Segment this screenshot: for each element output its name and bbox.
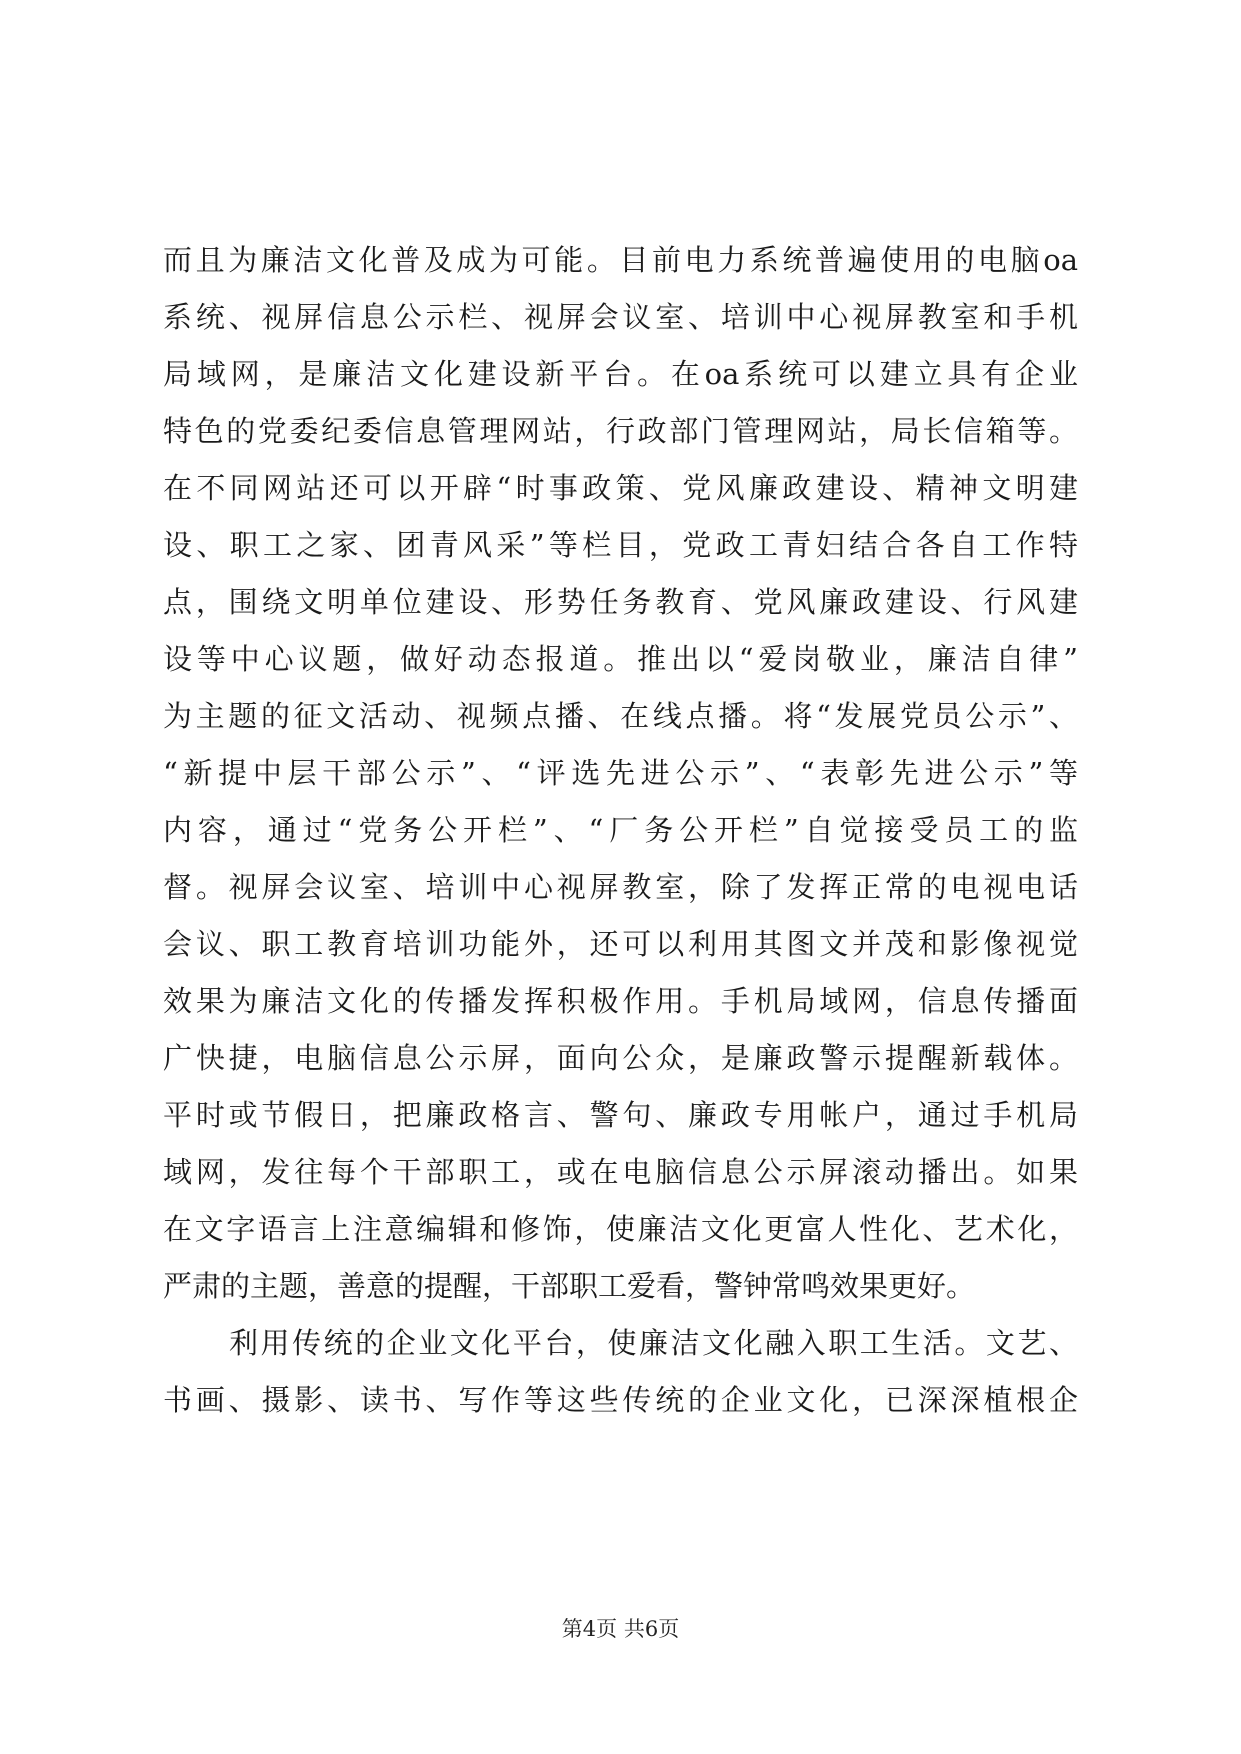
text-line: 点，围绕文明单位建设、形势任务教育、党风廉政建设、行风建	[163, 585, 1078, 619]
text-line: 会议、职工教育培训功能外，还可以利用其图文并茂和影像视觉	[163, 927, 1078, 961]
text-line: 内容，通过“党务公开栏”、“厂务公开栏”自觉接受员工的监	[163, 813, 1078, 847]
text-line: 书画、摄影、读书、写作等这些传统的企业文化，已深深植根企	[163, 1383, 1078, 1417]
text-line: 特色的党委纪委信息管理网站，行政部门管理网站，局长信箱等。	[163, 414, 1078, 448]
text-line: 设等中心议题，做好动态报道。推出以“爱岗敬业，廉洁自律”	[163, 642, 1078, 676]
text-line: 局域网，是廉洁文化建设新平台。在oa系统可以建立具有企业	[163, 357, 1078, 391]
text-line: 而且为廉洁文化普及成为可能。目前电力系统普遍使用的电脑oa	[163, 243, 1078, 277]
text-line: 利用传统的企业文化平台，使廉洁文化融入职工生活。文艺、	[229, 1326, 1078, 1360]
text-line: 为主题的征文活动、视频点播、在线点播。将“发展党员公示”、	[163, 699, 1078, 733]
text-line: 系统、视屏信息公示栏、视屏会议室、培训中心视屏教室和手机	[163, 300, 1078, 334]
text-line: 督。视屏会议室、培训中心视屏教室，除了发挥正常的电视电话	[163, 870, 1078, 904]
text-line: 广快捷，电脑信息公示屏，面向公众，是廉政警示提醒新载体。	[163, 1041, 1078, 1075]
page-number-footer: 第4页 共6页	[561, 1617, 680, 1641]
body-text	[163, 232, 1078, 1429]
text-line: 效果为廉洁文化的传播发挥积极作用。手机局域网，信息传播面	[163, 984, 1078, 1018]
text-line: “新提中层干部公示”、“评选先进公示”、“表彰先进公示”等	[163, 756, 1078, 790]
text-line: 严肃的主题，善意的提醒，干部职工爱看，警钟常鸣效果更好。	[163, 1269, 976, 1303]
text-line: 设、职工之家、团青风采”等栏目，党政工青妇结合各自工作特	[163, 528, 1078, 562]
text-line: 平时或节假日，把廉政格言、警句、廉政专用帐户，通过手机局	[163, 1098, 1078, 1132]
text-line: 在不同网站还可以开辟“时事政策、党风廉政建设、精神文明建	[163, 471, 1078, 505]
text-line: 在文字语言上注意编辑和修饰，使廉洁文化更富人性化、艺术化，	[163, 1212, 1078, 1246]
text-line: 域网，发往每个干部职工，或在电脑信息公示屏滚动播出。如果	[163, 1155, 1078, 1189]
